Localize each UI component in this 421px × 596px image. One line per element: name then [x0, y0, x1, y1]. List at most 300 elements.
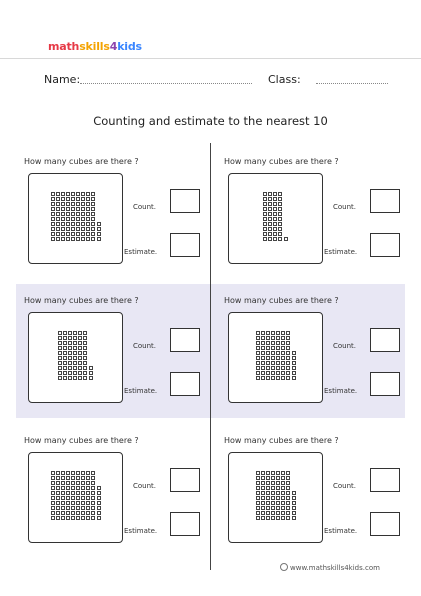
ten-rod-cube — [61, 511, 65, 515]
ten-rod-cube — [86, 222, 90, 226]
logo-part: kids — [117, 40, 142, 53]
ten-rod-cube — [63, 341, 67, 345]
ten-rod-cube — [76, 481, 80, 485]
ten-rod-cube — [61, 481, 65, 485]
ten-rod-cube — [58, 376, 62, 380]
ten-rod-cube — [263, 192, 267, 196]
ten-rod-cube — [76, 212, 80, 216]
unit-cube — [97, 511, 101, 515]
ten-rod-cube — [91, 207, 95, 211]
ten-rod-cube — [73, 331, 77, 335]
ten-rod-cube — [276, 366, 280, 370]
ten-rod-cube — [263, 207, 267, 211]
ten-rod-cube — [268, 227, 272, 231]
ten-rod-cube — [56, 222, 60, 226]
ten-rod-cube — [268, 217, 272, 221]
ten-rod-cube — [63, 351, 67, 355]
estimate-answer-box[interactable] — [370, 372, 400, 396]
ten-rod-cube — [261, 486, 265, 490]
ten-rod-cube — [286, 511, 290, 515]
ten-rod-cube — [276, 356, 280, 360]
ten-rod-cube — [256, 496, 260, 500]
ten-rod-cube — [268, 202, 272, 206]
count-answer-box[interactable] — [170, 468, 200, 492]
count-label: Count. — [333, 203, 357, 211]
ten-rod-cube — [273, 227, 277, 231]
ten-rod-cube — [263, 222, 267, 226]
ten-rod-cube — [56, 486, 60, 490]
ten-rod-cube — [61, 471, 65, 475]
ten-rod-cube — [286, 476, 290, 480]
ten-rod-cube — [73, 366, 77, 370]
ten-rod-cube — [83, 366, 87, 370]
ten-rod-cube — [261, 336, 265, 340]
unit-cube — [292, 351, 296, 355]
ten-rod-cube — [263, 217, 267, 221]
logo-part: skills — [79, 40, 110, 53]
estimate-answer-box[interactable] — [370, 233, 400, 257]
ten-rod-cube — [66, 506, 70, 510]
name-field[interactable] — [80, 83, 252, 84]
ten-rod-cube — [86, 501, 90, 505]
exercise-3 — [18, 284, 208, 414]
ten-rod-cube — [81, 501, 85, 505]
ten-rod-cube — [276, 511, 280, 515]
ten-rod-cube — [56, 501, 60, 505]
ten-rod-cube — [263, 197, 267, 201]
ten-rod-cube — [276, 336, 280, 340]
unit-cube — [97, 491, 101, 495]
ten-rod-cube — [266, 491, 270, 495]
ten-rod-cube — [86, 511, 90, 515]
ten-rod-cube — [266, 501, 270, 505]
ten-rod-cube — [261, 366, 265, 370]
ten-rod-cube — [71, 476, 75, 480]
ten-rod-cube — [266, 516, 270, 520]
ten-rod-cube — [66, 511, 70, 515]
ten-rod-cube — [71, 232, 75, 236]
ten-rod-cube — [286, 356, 290, 360]
estimate-label: Estimate. — [124, 248, 158, 256]
ten-rod-cube — [86, 491, 90, 495]
ten-rod-cube — [281, 511, 285, 515]
estimate-label: Estimate. — [324, 387, 358, 395]
ten-rod-cube — [281, 376, 285, 380]
ten-rod-cube — [66, 471, 70, 475]
ten-rod-cube — [76, 237, 80, 241]
ten-rod-cube — [61, 202, 65, 206]
ten-rod-cube — [66, 486, 70, 490]
ten-rod-cube — [281, 481, 285, 485]
ten-rod-cube — [66, 197, 70, 201]
ten-rod-cube — [261, 371, 265, 375]
ten-rod-cube — [261, 511, 265, 515]
ten-rod-cube — [278, 212, 282, 216]
ten-rod-cube — [266, 366, 270, 370]
count-label: Count. — [133, 342, 157, 350]
ten-rod-cube — [266, 351, 270, 355]
ten-rod-cube — [256, 516, 260, 520]
unit-cube — [292, 516, 296, 520]
ten-rod-cube — [63, 346, 67, 350]
ten-rod-cube — [263, 237, 267, 241]
ten-rod-cube — [51, 222, 55, 226]
cube-frame — [28, 312, 123, 403]
ten-rod-cube — [263, 232, 267, 236]
ten-rod-cube — [286, 351, 290, 355]
ten-rod-cube — [276, 481, 280, 485]
ten-rod-cube — [56, 197, 60, 201]
cube-frame — [228, 452, 323, 543]
ten-rod-cube — [263, 227, 267, 231]
ten-rod-cube — [256, 486, 260, 490]
ten-rod-cube — [58, 351, 62, 355]
ten-rod-cube — [78, 371, 82, 375]
ten-rod-cube — [278, 197, 282, 201]
ten-rod-cube — [266, 336, 270, 340]
unit-cube — [292, 366, 296, 370]
ten-rod-cube — [66, 222, 70, 226]
ten-rod-cube — [81, 481, 85, 485]
ten-rod-cube — [281, 516, 285, 520]
ten-rod-cube — [51, 496, 55, 500]
ten-rod-cube — [83, 361, 87, 365]
count-answer-box[interactable] — [370, 189, 400, 213]
ten-rod-cube — [56, 212, 60, 216]
ten-rod-cube — [81, 511, 85, 515]
ten-rod-cube — [76, 197, 80, 201]
ten-rod-cube — [268, 232, 272, 236]
ten-rod-cube — [71, 192, 75, 196]
ten-rod-cube — [68, 366, 72, 370]
ten-rod-cube — [51, 481, 55, 485]
ten-rod-cube — [56, 476, 60, 480]
ten-rod-cube — [91, 217, 95, 221]
ten-rod-cube — [286, 501, 290, 505]
ten-rod-cube — [81, 207, 85, 211]
header-rule — [0, 58, 421, 59]
ten-rod-cube — [273, 202, 277, 206]
unit-cube — [292, 361, 296, 365]
ten-rod-cube — [51, 511, 55, 515]
ten-rod-cube — [271, 351, 275, 355]
ten-rod-cube — [278, 232, 282, 236]
ten-rod-cube — [261, 476, 265, 480]
ten-rod-cube — [263, 212, 267, 216]
ten-rod-cube — [286, 346, 290, 350]
ten-rod-cube — [273, 222, 277, 226]
logo-part: 4 — [109, 40, 118, 53]
ten-rod-cube — [261, 331, 265, 335]
ten-rod-cube — [51, 506, 55, 510]
exercise-6 — [218, 424, 408, 554]
ten-rod-cube — [256, 356, 260, 360]
ten-rod-cube — [271, 481, 275, 485]
ten-rod-cube — [278, 222, 282, 226]
ten-rod-cube — [51, 237, 55, 241]
ten-rod-cube — [276, 471, 280, 475]
estimate-answer-box[interactable] — [170, 233, 200, 257]
ten-rod-cube — [286, 331, 290, 335]
exercise-1 — [18, 145, 208, 275]
question-text: How many cubes are there ? — [24, 296, 139, 305]
footer-text: www.mathskills4kids.com — [290, 564, 380, 572]
ten-rod-cube — [76, 471, 80, 475]
ten-rod-cube — [268, 192, 272, 196]
count-answer-box[interactable] — [170, 189, 200, 213]
ten-rod-cube — [256, 501, 260, 505]
ten-rod-cube — [56, 481, 60, 485]
ten-rod-cube — [63, 371, 67, 375]
ten-rod-cube — [83, 371, 87, 375]
ten-rod-cube — [91, 222, 95, 226]
ten-rod-cube — [56, 192, 60, 196]
question-text: How many cubes are there ? — [224, 296, 339, 305]
ten-rod-cube — [68, 351, 72, 355]
ten-rod-cube — [86, 471, 90, 475]
question-text: How many cubes are there ? — [224, 157, 339, 166]
ten-rod-cube — [51, 227, 55, 231]
ten-rod-cube — [81, 192, 85, 196]
ten-rod-cube — [81, 197, 85, 201]
ten-rod-cube — [61, 207, 65, 211]
ten-rod-cube — [91, 197, 95, 201]
ten-rod-cube — [86, 496, 90, 500]
ten-rod-cube — [71, 217, 75, 221]
ten-rod-cube — [256, 336, 260, 340]
ten-rod-cube — [73, 376, 77, 380]
ten-rod-cube — [61, 217, 65, 221]
ten-rod-cube — [76, 227, 80, 231]
ten-rod-cube — [268, 222, 272, 226]
ten-rod-cube — [261, 501, 265, 505]
ten-rod-cube — [76, 511, 80, 515]
ten-rod-cube — [286, 496, 290, 500]
ten-rod-cube — [286, 491, 290, 495]
ten-rod-cube — [256, 491, 260, 495]
ten-rod-cube — [266, 481, 270, 485]
ten-rod-cube — [76, 476, 80, 480]
ten-rod-cube — [78, 341, 82, 345]
unit-cube — [89, 376, 93, 380]
ten-rod-cube — [83, 331, 87, 335]
ten-rod-cube — [266, 486, 270, 490]
ten-rod-cube — [71, 486, 75, 490]
ten-rod-cube — [73, 341, 77, 345]
ten-rod-cube — [71, 222, 75, 226]
ten-rod-cube — [76, 217, 80, 221]
ten-rod-cube — [78, 351, 82, 355]
ten-rod-cube — [91, 491, 95, 495]
ten-rod-cube — [273, 237, 277, 241]
ten-rod-cube — [61, 506, 65, 510]
ten-rod-cube — [86, 197, 90, 201]
ten-rod-cube — [61, 491, 65, 495]
ten-rod-cube — [78, 356, 82, 360]
mathskills4kids-logo — [48, 40, 142, 53]
ten-rod-cube — [81, 222, 85, 226]
ten-rod-cube — [281, 476, 285, 480]
ten-rod-cube — [58, 371, 62, 375]
ten-rod-cube — [81, 202, 85, 206]
ten-rod-cube — [271, 371, 275, 375]
ten-rod-cube — [261, 351, 265, 355]
ten-rod-cube — [86, 506, 90, 510]
ten-rod-cube — [286, 471, 290, 475]
ten-rod-cube — [281, 341, 285, 345]
ten-rod-cube — [266, 376, 270, 380]
count-answer-box[interactable] — [370, 328, 400, 352]
cube-frame — [28, 452, 123, 543]
ten-rod-cube — [286, 481, 290, 485]
class-label: Class: — [268, 73, 301, 86]
ten-rod-cube — [71, 491, 75, 495]
ten-rod-cube — [56, 232, 60, 236]
ten-rod-cube — [71, 506, 75, 510]
ten-rod-cube — [91, 237, 95, 241]
ten-rod-cube — [71, 227, 75, 231]
ten-rod-cube — [261, 491, 265, 495]
ten-rod-cube — [281, 366, 285, 370]
ten-rod-cube — [81, 476, 85, 480]
ten-rod-cube — [51, 207, 55, 211]
ten-rod-cube — [68, 376, 72, 380]
ten-rod-cube — [273, 212, 277, 216]
count-answer-box[interactable] — [370, 468, 400, 492]
ten-rod-cube — [256, 341, 260, 345]
ten-rod-cube — [266, 476, 270, 480]
ten-rod-cube — [276, 491, 280, 495]
ten-rod-cube — [91, 202, 95, 206]
ten-rod-cube — [266, 506, 270, 510]
ten-rod-cube — [271, 346, 275, 350]
ten-rod-cube — [76, 486, 80, 490]
ten-rod-cube — [271, 511, 275, 515]
ten-rod-cube — [81, 506, 85, 510]
count-label: Count. — [133, 482, 157, 490]
unit-cube — [292, 356, 296, 360]
ten-rod-cube — [261, 481, 265, 485]
estimate-answer-box[interactable] — [170, 512, 200, 536]
ten-rod-cube — [71, 207, 75, 211]
ten-rod-cube — [71, 516, 75, 520]
ten-rod-cube — [91, 481, 95, 485]
ten-rod-cube — [71, 202, 75, 206]
ten-rod-cube — [281, 496, 285, 500]
ten-rod-cube — [58, 341, 62, 345]
ten-rod-cube — [63, 336, 67, 340]
ten-rod-cube — [281, 331, 285, 335]
ten-rod-cube — [66, 237, 70, 241]
unit-cube — [292, 496, 296, 500]
ten-rod-cube — [86, 192, 90, 196]
ten-rod-cube — [81, 227, 85, 231]
ten-rod-cube — [76, 506, 80, 510]
ten-rod-cube — [86, 202, 90, 206]
ten-rod-cube — [51, 212, 55, 216]
ten-rod-cube — [51, 491, 55, 495]
ten-rod-cube — [281, 501, 285, 505]
ten-rod-cube — [61, 232, 65, 236]
ten-rod-cube — [281, 371, 285, 375]
ten-rod-cube — [281, 506, 285, 510]
ten-rod-cube — [276, 341, 280, 345]
ten-rod-cube — [91, 496, 95, 500]
ten-rod-cube — [266, 356, 270, 360]
ten-rod-cube — [276, 516, 280, 520]
ten-rod-cube — [58, 366, 62, 370]
ten-rod-cube — [51, 501, 55, 505]
column-divider — [210, 143, 211, 570]
question-text: How many cubes are there ? — [24, 436, 139, 445]
ten-rod-cube — [83, 351, 87, 355]
ten-rod-cube — [61, 192, 65, 196]
estimate-answer-box[interactable] — [370, 512, 400, 536]
ten-rod-cube — [286, 486, 290, 490]
ten-rod-cube — [286, 506, 290, 510]
count-label: Count. — [133, 203, 157, 211]
ten-rod-cube — [256, 366, 260, 370]
ten-rod-cube — [71, 197, 75, 201]
ten-rod-cube — [91, 506, 95, 510]
ten-rod-cube — [58, 356, 62, 360]
ten-rod-cube — [286, 341, 290, 345]
ten-rod-cube — [63, 356, 67, 360]
ten-rod-cube — [271, 516, 275, 520]
ten-rod-cube — [86, 217, 90, 221]
ten-rod-cube — [286, 366, 290, 370]
estimate-label: Estimate. — [324, 527, 358, 535]
ten-rod-cube — [256, 506, 260, 510]
ten-rod-cube — [71, 496, 75, 500]
ten-rod-cube — [56, 516, 60, 520]
ten-rod-cube — [63, 331, 67, 335]
ten-rod-cube — [61, 237, 65, 241]
unit-cube — [292, 491, 296, 495]
ten-rod-cube — [271, 486, 275, 490]
ten-rod-cube — [256, 471, 260, 475]
ten-rod-cube — [271, 361, 275, 365]
ten-rod-cube — [86, 486, 90, 490]
ten-rod-cube — [81, 212, 85, 216]
ten-rod-cube — [51, 217, 55, 221]
estimate-answer-box[interactable] — [170, 372, 200, 396]
ten-rod-cube — [61, 222, 65, 226]
ten-rod-cube — [83, 356, 87, 360]
ten-rod-cube — [66, 232, 70, 236]
ten-rod-cube — [78, 346, 82, 350]
class-field[interactable] — [316, 83, 388, 84]
unit-cube — [97, 222, 101, 226]
ten-rod-cube — [91, 501, 95, 505]
ten-rod-cube — [71, 511, 75, 515]
ten-rod-cube — [256, 346, 260, 350]
ten-rod-cube — [76, 491, 80, 495]
unit-cube — [89, 371, 93, 375]
ten-rod-cube — [71, 237, 75, 241]
count-answer-box[interactable] — [170, 328, 200, 352]
ten-rod-cube — [271, 341, 275, 345]
ten-rod-cube — [266, 331, 270, 335]
ten-rod-cube — [276, 351, 280, 355]
ten-rod-cube — [86, 232, 90, 236]
ten-rod-cube — [76, 207, 80, 211]
ten-rod-cube — [73, 356, 77, 360]
ten-rod-cube — [271, 496, 275, 500]
ten-rod-cube — [73, 361, 77, 365]
ten-rod-cube — [261, 356, 265, 360]
ten-rod-cube — [261, 341, 265, 345]
